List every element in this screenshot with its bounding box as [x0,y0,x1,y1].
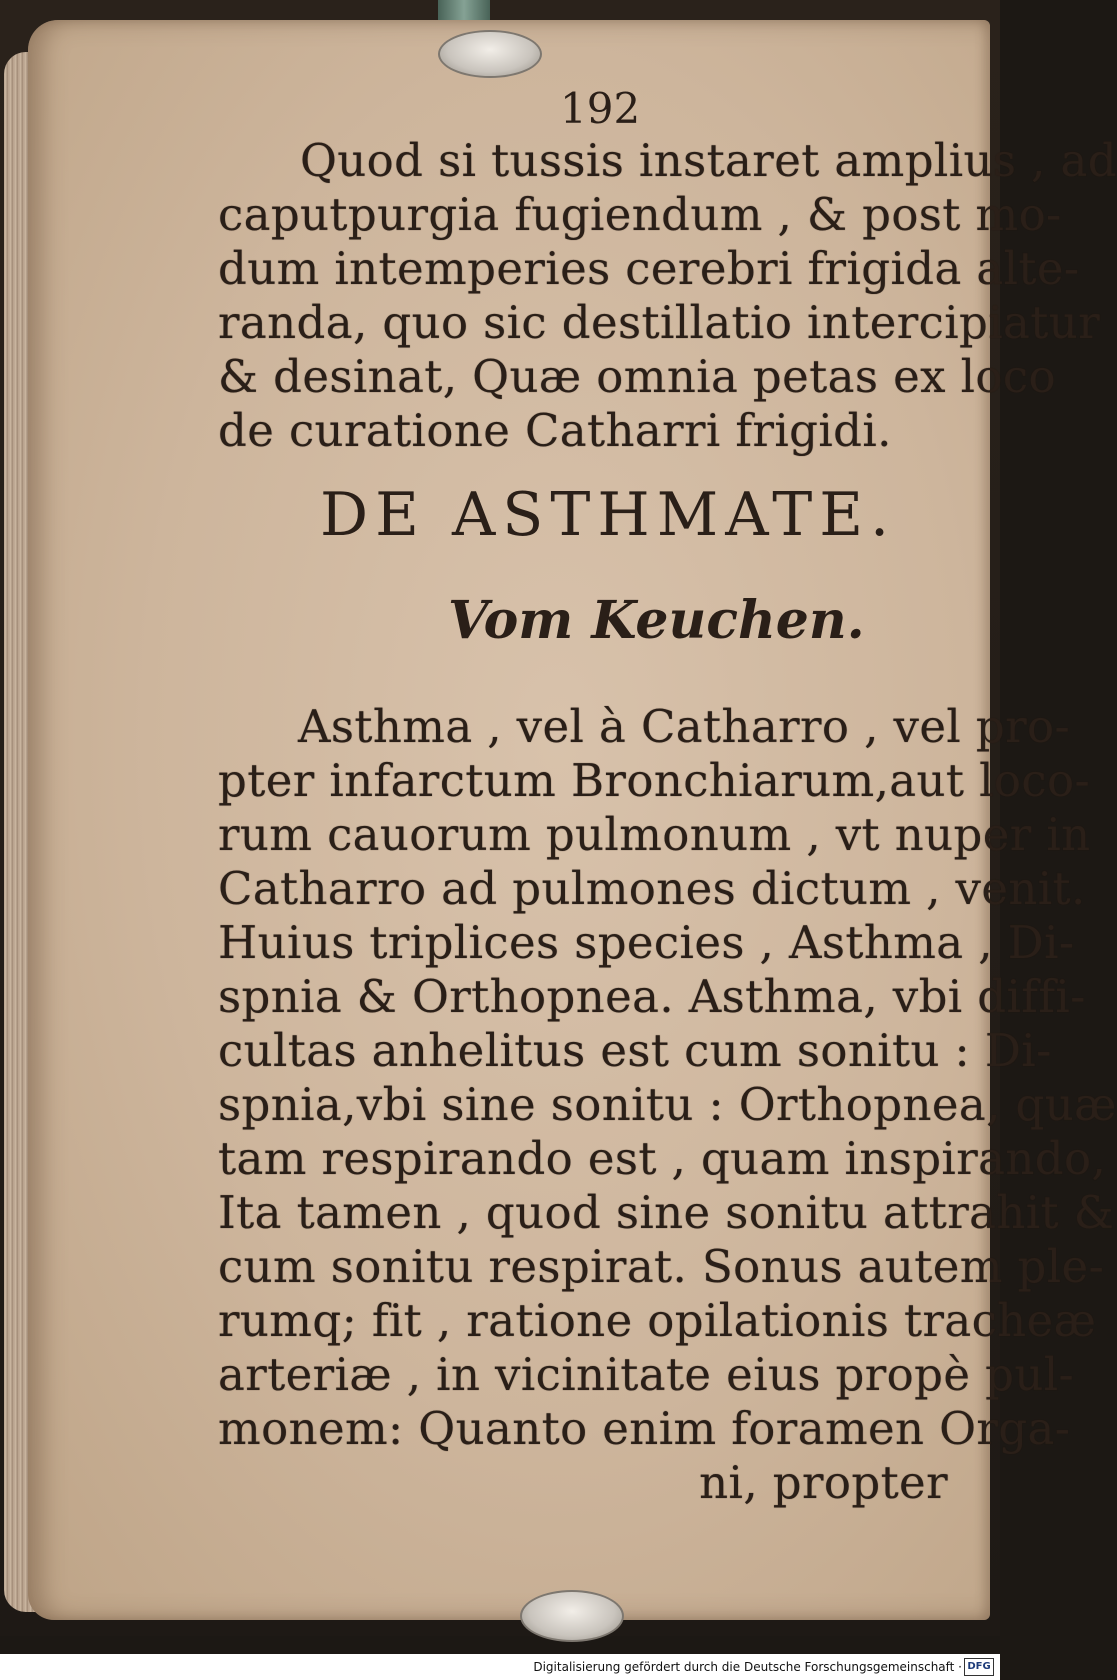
bottom-clip [520,1590,624,1642]
text-line: pter infarctum Bronchiarum,aut loco- [218,754,1091,807]
dfg-logo: DFG [964,1658,994,1676]
top-clip [438,30,542,78]
text-line: Huius triplices species , Asthma , Di- [218,916,1075,969]
text-line: & desinat, Quæ omnia petas ex loco [218,350,1056,403]
text-line: rum cauorum pulmonum , vt nuper in [218,808,1091,861]
intro-paragraph [218,134,1117,458]
footer-credit: Digitalisierung gefördert durch die Deutsche Forschungsgemeinschaft · [533,1660,962,1674]
text-line: Quod si tussis instaret amplius , ad [300,134,1117,187]
body-paragraph [218,700,1117,1510]
footer-bar [0,1654,1000,1680]
text-line: dum intemperies cerebri frigida alte- [218,242,1080,295]
text-line: spnia & Orthopnea. Asthma, vbi diffi- [218,970,1086,1023]
page-number: 192 [560,84,641,133]
section-subheading: Vom Keuchen. [448,590,865,651]
text-line: ni, propter [699,1456,948,1509]
text-line: cultas anhelitus est cum sonitu : Di- [218,1024,1052,1077]
text-line: spnia,vbi sine sonitu : Orthopnea, quæ [218,1078,1117,1131]
section-heading: DE ASTHMATE. [320,480,897,550]
text-line: cum sonitu respirat. Sonus autem ple- [218,1240,1105,1293]
text-line: de curatione Catharri frigidi. [218,404,892,457]
text-line: tam respirando est , quam inspirando, [218,1132,1107,1185]
text-line: randa, quo sic destillatio intercipiatur [218,296,1101,349]
text-line: caputpurgia fugiendum , & post mo- [218,188,1062,241]
text-line: arteriæ , in vicinitate eius propè pul- [218,1348,1075,1401]
text-line: Ita tamen , quod sine sonitu attrahit & [218,1186,1115,1239]
text-line: Catharro ad pulmones dictum , venit. [218,862,1086,915]
text-line: monem: Quanto enim foramen Orga- [218,1402,1071,1455]
text-line: rumq; fit , ratione opilationis tracheæ [218,1294,1097,1347]
text-line: Asthma , vel à Catharro , vel pro- [298,700,1071,753]
